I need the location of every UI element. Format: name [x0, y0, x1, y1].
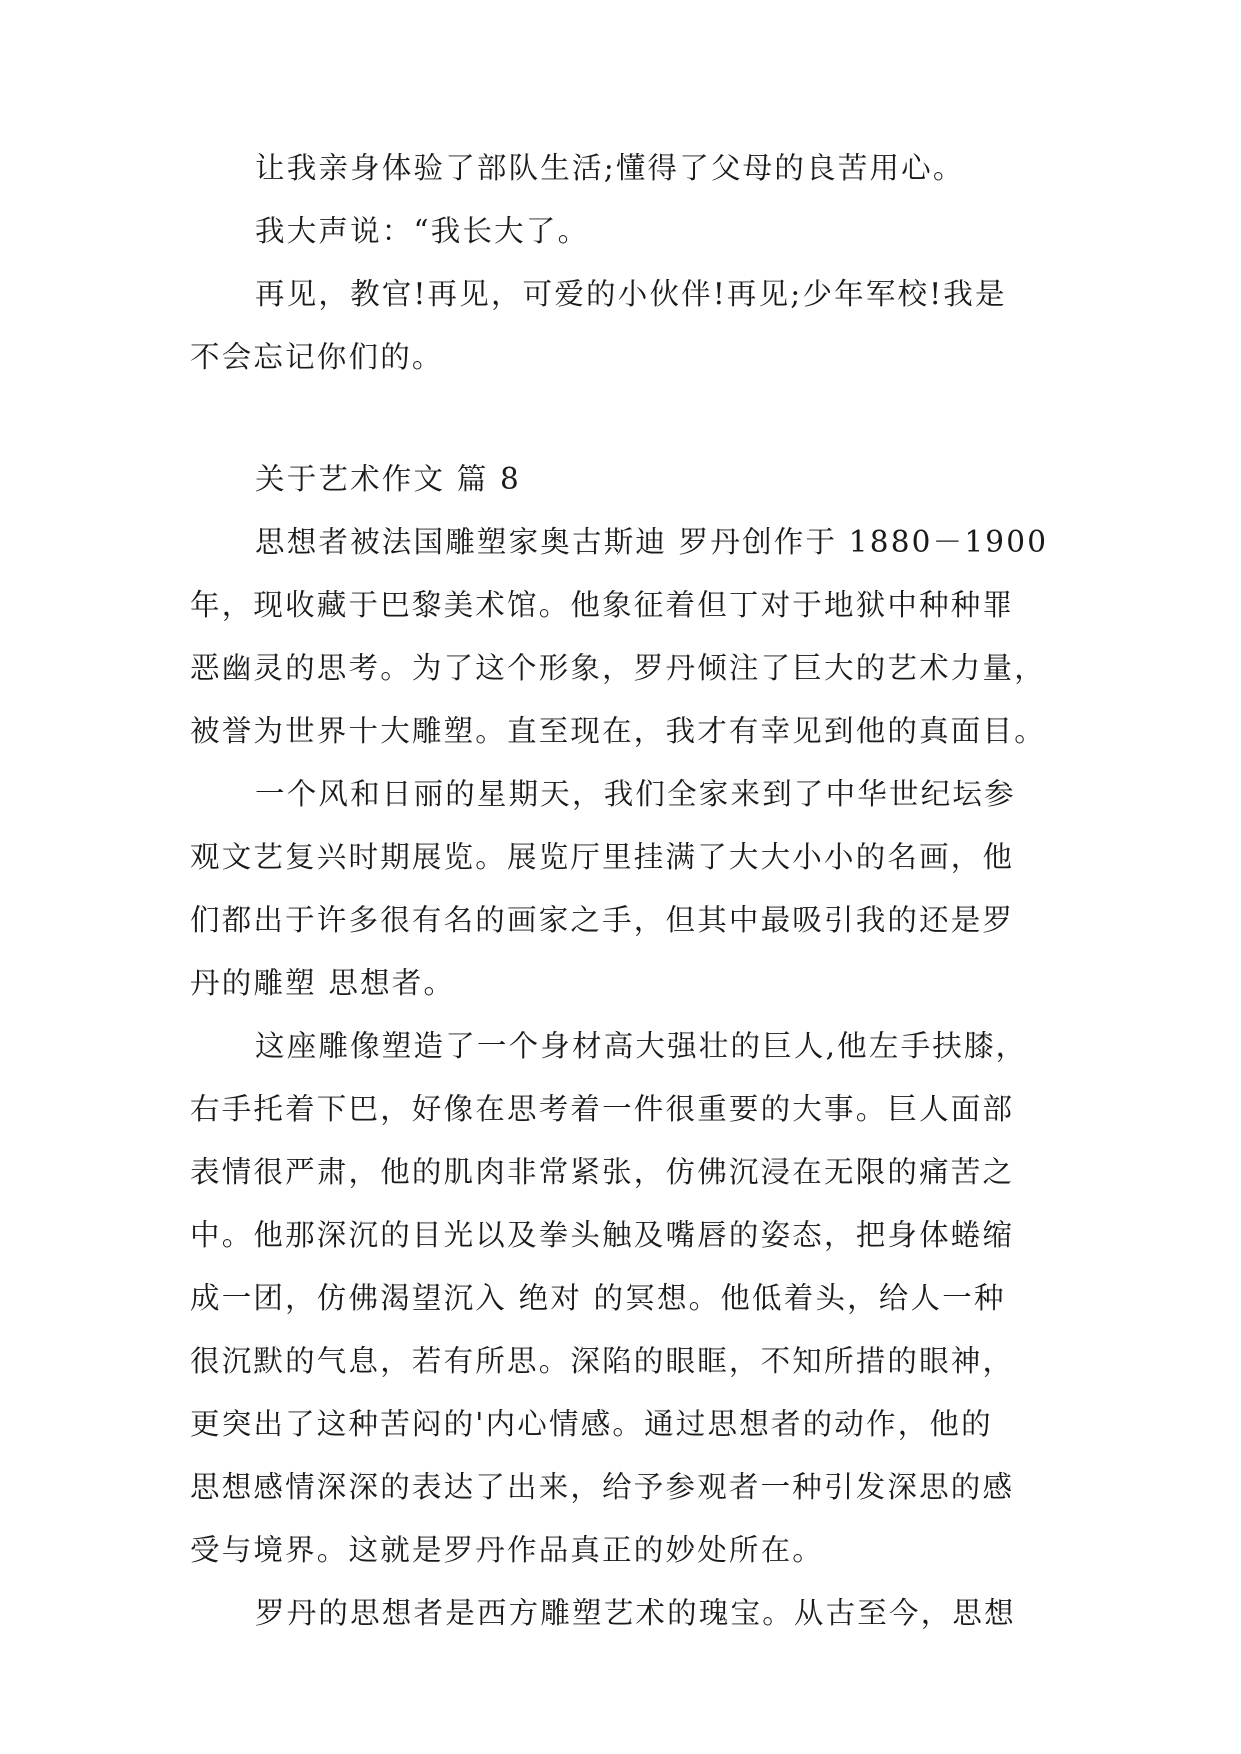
text-line: 思想感情深深的表达了出来，给予参观者一种引发深思的感	[190, 1470, 1015, 1504]
text-line: 中。他那深沉的目光以及拳头触及嘴唇的姿态，把身体蜷缩	[190, 1218, 1015, 1252]
text-line: 年，现收藏于巴黎美术馆。他象征着但丁对于地狱中种种罪	[190, 588, 1015, 622]
text-line: 受与境界。这就是罗丹作品真正的妙处所在。	[190, 1533, 825, 1567]
text-line: 思想者被法国雕塑家奥古斯迪 罗丹创作于 1880－1900	[255, 525, 1049, 559]
text-line: 成一团，仿佛渴望沉入 绝对 的冥想。他低着头，给人一种	[190, 1281, 1006, 1315]
text-line: 被誉为世界十大雕塑。直至现在，我才有幸见到他的真面目。	[190, 714, 1046, 748]
text-line: 不会忘记你们的。	[190, 340, 444, 374]
text-line: 丹的雕塑 思想者。	[190, 966, 456, 1000]
text-line: 罗丹的思想者是西方雕塑艺术的瑰宝。从古至今，思想	[255, 1596, 1016, 1630]
text-line: 让我亲身体验了部队生活;懂得了父母的良苦用心。	[255, 151, 965, 185]
text-line: 很沉默的气息，若有所思。深陷的眼眶，不知所措的眼神，	[190, 1344, 1015, 1378]
text-line: 这座雕像塑造了一个身材高大强壮的巨人,他左手扶膝，	[255, 1029, 1028, 1063]
text-line: 们都出于许多很有名的画家之手，但其中最吸引我的还是罗	[190, 903, 1015, 937]
text-line: 恶幽灵的思考。为了这个形象，罗丹倾注了巨大的艺术力量，	[190, 651, 1046, 685]
text-line: 再见，教官!再见，可爱的小伙伴!再见;少年军校!我是	[255, 277, 1007, 311]
text-line: 右手托着下巴，好像在思考着一件很重要的大事。巨人面部	[190, 1092, 1015, 1126]
text-line: 一个风和日丽的星期天，我们全家来到了中华世纪坛参	[255, 777, 1016, 811]
section-heading: 关于艺术作文 篇 8	[255, 462, 522, 496]
text-line: 更突出了这种苦闷的'内心情感。通过思想者的动作，他的	[190, 1407, 993, 1441]
text-line: 观文艺复兴时期展览。展览厅里挂满了大大小小的名画，他	[190, 840, 1015, 874]
text-line: 我大声说：“我长大了。	[255, 214, 590, 248]
text-line: 表情很严肃，他的肌肉非常紧张，仿佛沉浸在无限的痛苦之	[190, 1155, 1015, 1189]
